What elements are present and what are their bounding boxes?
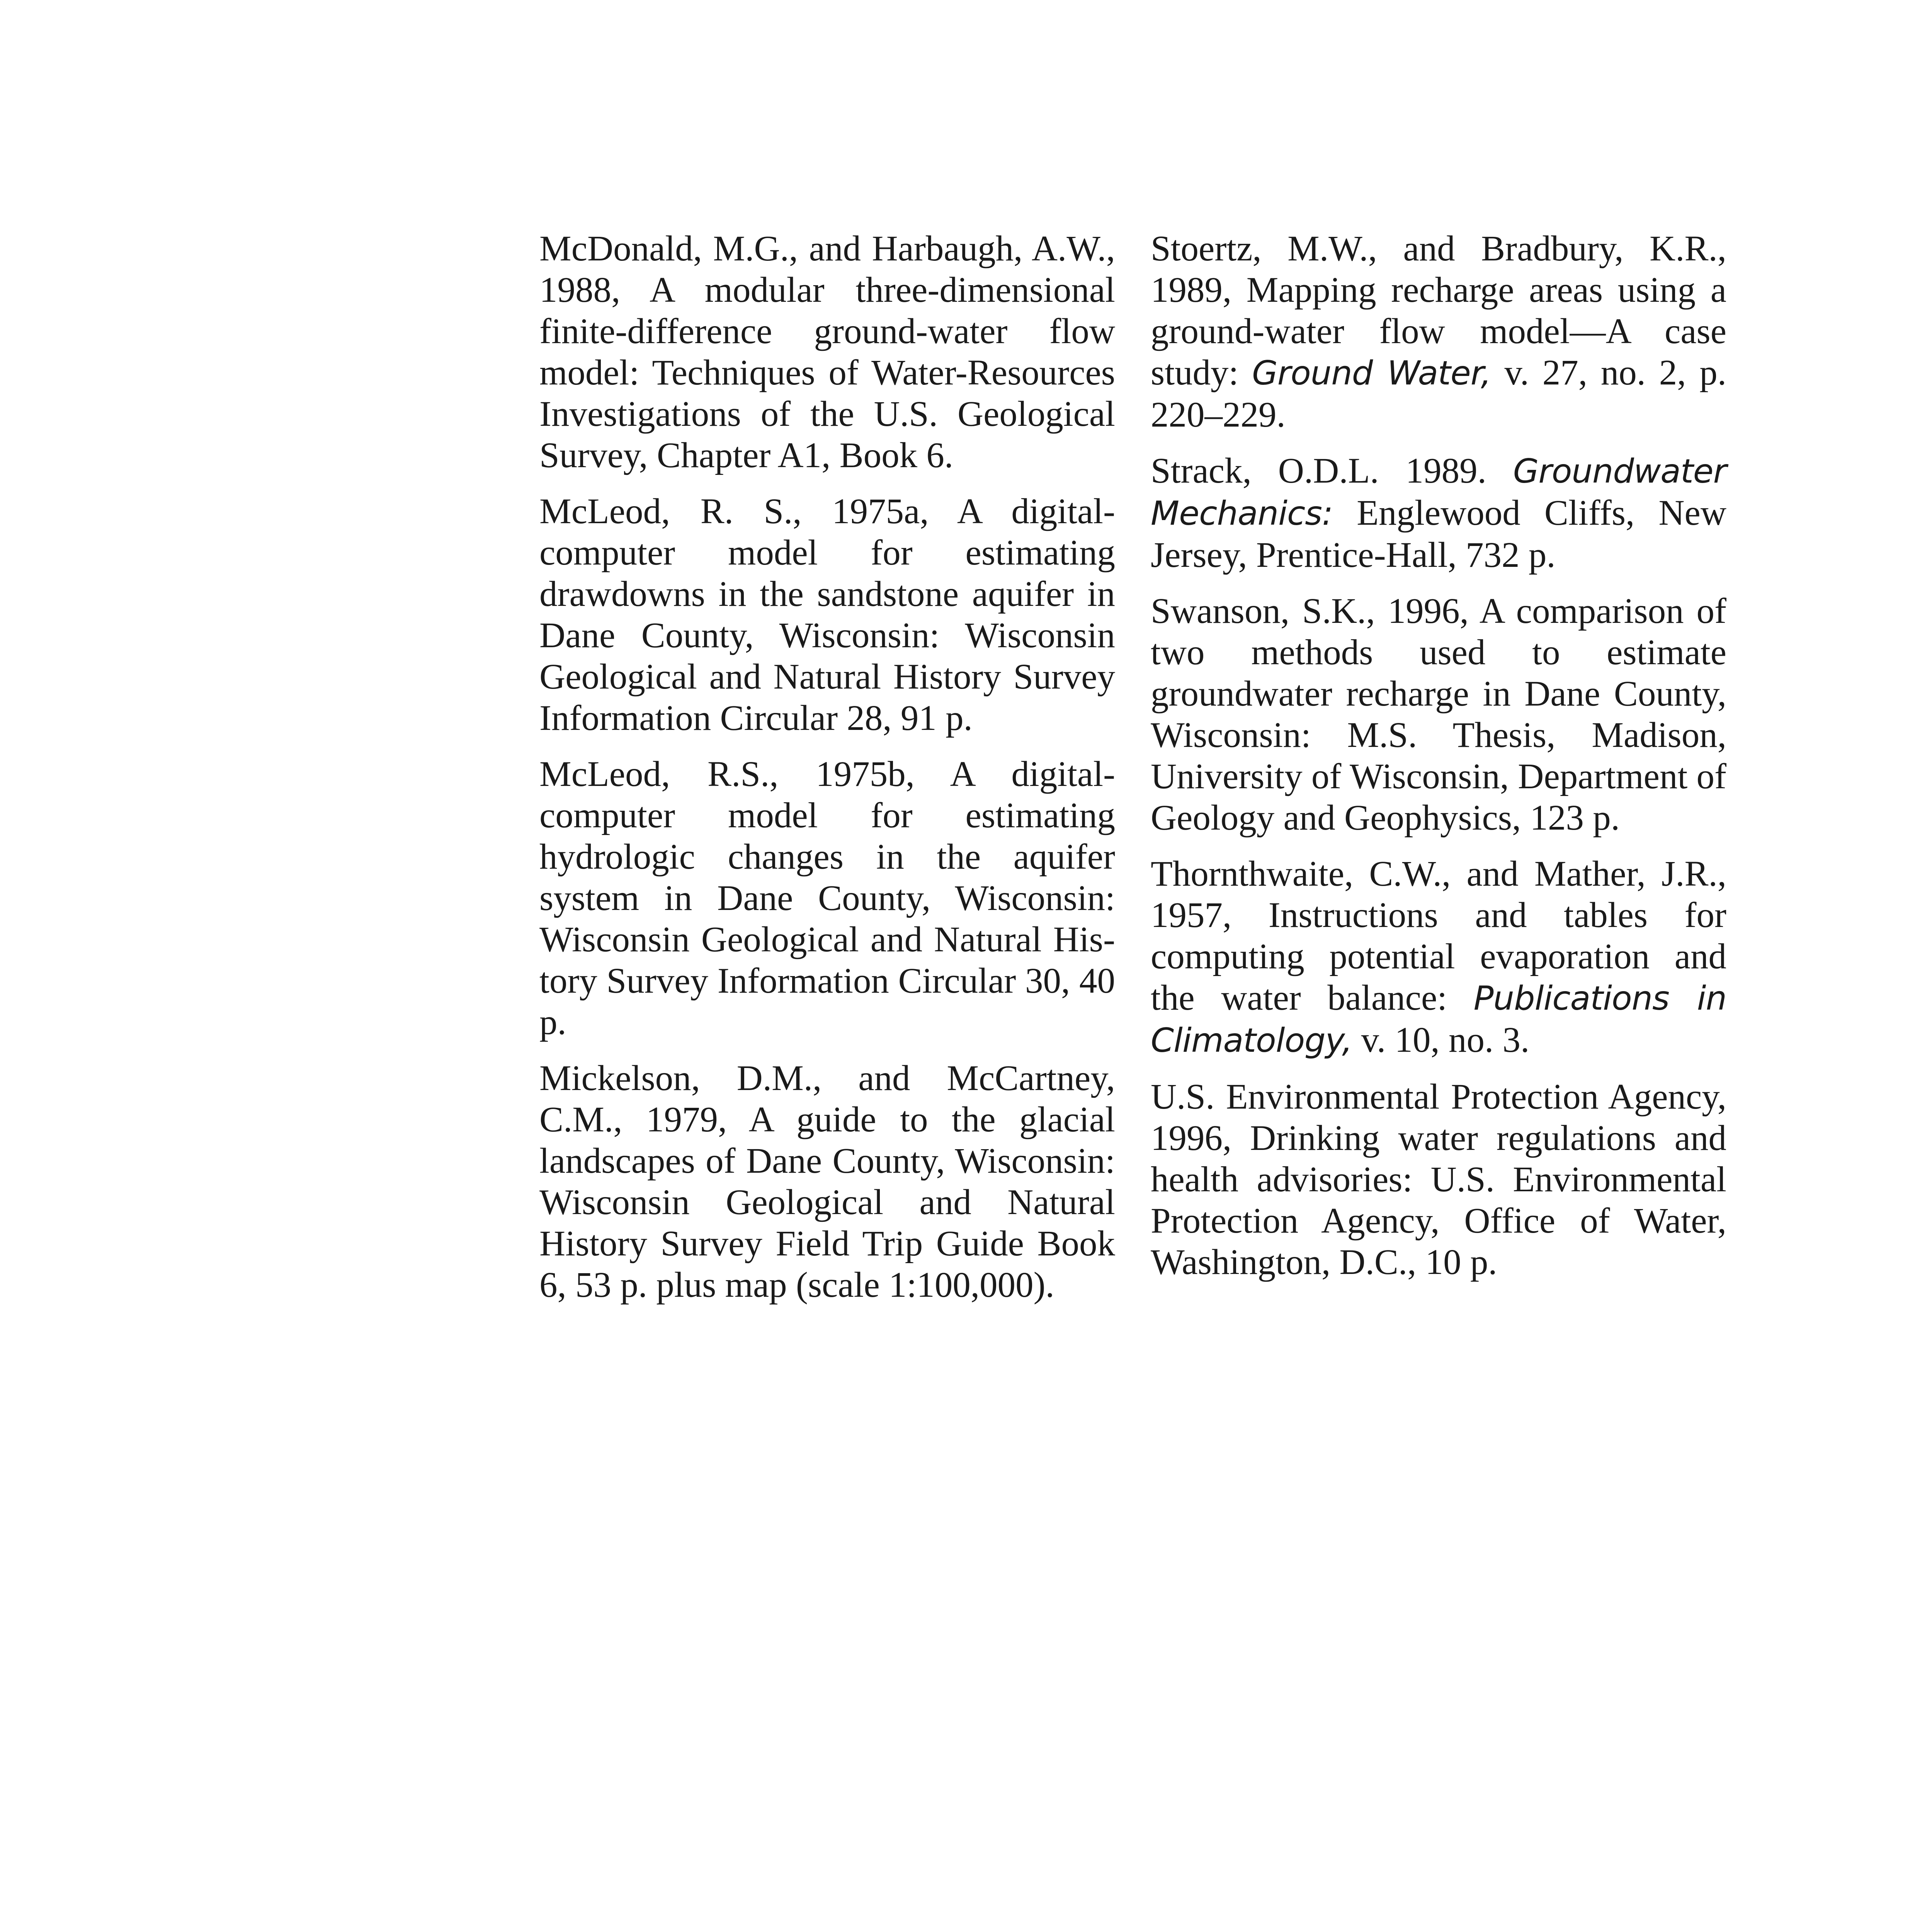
reference-entry-thornthwaite	[1151, 853, 1726, 1061]
journal-title: Ground Water,	[1252, 354, 1491, 393]
reference-entry-mickelson: Mickelson, D.M., and McCartney, C.M., 1979, A guide to the glacial landscapes of Dane County, Wisconsin: Wisconsin Geological and Natural History Survey Field Trip Guide Book 6, 53 p. plus map (scale 1:100,000).	[539, 1058, 1115, 1305]
reference-entry-mcleod-1975b: McLeod, R.S., 1975b, A digital-computer model for estimating hydrologic changes in the aquifer system in Dane County, Wisconsin: Wisconsin Geological and Natural History Survey Information Circular 30, 40 p.	[539, 754, 1115, 1042]
references-left-column	[539, 228, 1115, 1320]
reference-text: v. 27, no. 2, p. 220–229.	[1151, 353, 1726, 435]
journal-title: Publications in Climatology,	[1151, 979, 1726, 1060]
references-right-column	[1151, 228, 1726, 1298]
reference-entry-swanson: Swanson, S.K., 1996, A comparison of two methods used to estimate groundwater recharge in Dane County, Wisconsin: M.S. Thesis, Madison, University of Wisconsin, Department of Geology and Geophysics, 123 p.	[1151, 591, 1726, 838]
book-title: Groundwater Mechanics:	[1151, 452, 1726, 533]
reference-entry-strack	[1151, 450, 1726, 576]
reference-text: Thornthwaite, C.W., and Mather, J.R., 1957, Instructions and tables for computing potential evaporation and the water balance:	[1151, 854, 1726, 1018]
reference-text: v. 10, no. 3.	[1352, 1020, 1530, 1060]
reference-entry-mcdonald: McDonald, M.G., and Harbaugh, A.W., 1988, A modular three-dimensional finite-difference ground-water flow model: Techniques of Water-Resources Investigations of the U.S. Geological Survey, Chapter A1, Book 6.	[539, 229, 1115, 475]
reference-entry-usepa: U.S. Environmental Protection Agency, 1996, Drinking water regulations and health advisories: U.S. Environmental Protection Agency, Office of Water, Washington, D.C., 10 p.	[1151, 1077, 1726, 1282]
reference-text: Stoertz, M.W., and Bradbury, K.R., 1989, Mapping recharge areas using a ground-water flow model—A case study:	[1151, 229, 1726, 393]
reference-text: Englewood Cliffs, New Jersey, Prentice-Hall, 732 p.	[1151, 493, 1726, 575]
reference-entry-stoertz	[1151, 228, 1726, 435]
reference-text: Strack, O.D.L. 1989.	[1151, 451, 1513, 491]
reference-entry-mcleod-1975a: McLeod, R. S., 1975a, A digital-computer model for estimating drawdowns in the sandstone aquifer in Dane County, Wisconsin: Wisconsin Geological and Natural History Survey Information Circular 28, 91 p.	[539, 492, 1115, 738]
